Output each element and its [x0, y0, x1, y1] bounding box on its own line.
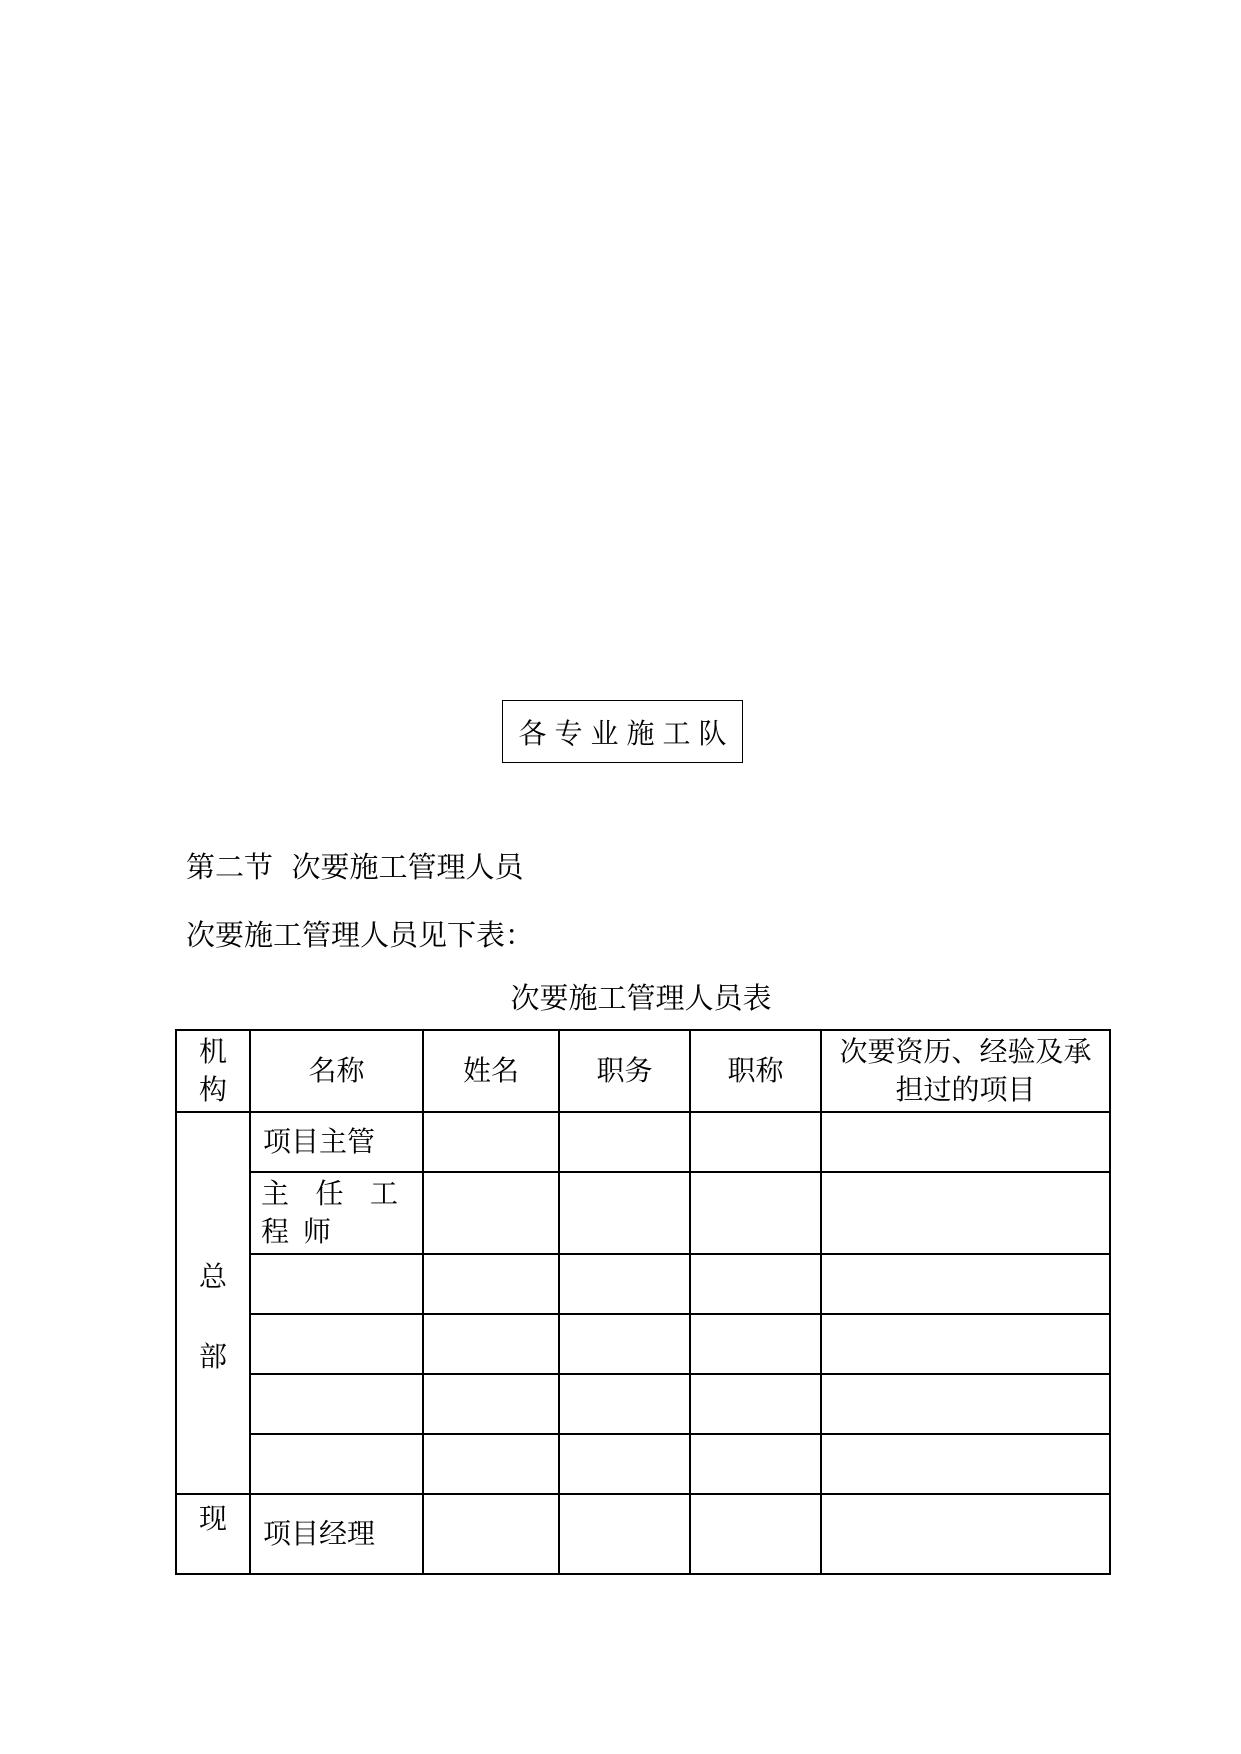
- header-title: 职称: [690, 1030, 821, 1112]
- header-org: 机构: [176, 1030, 250, 1112]
- duty-cell: [559, 1314, 690, 1374]
- duty-cell: [559, 1374, 690, 1434]
- experience-cell: [821, 1434, 1110, 1494]
- name-cell: [250, 1254, 423, 1314]
- person-cell: [423, 1112, 559, 1172]
- header-person: 姓名: [423, 1030, 559, 1112]
- duty-cell: [559, 1112, 690, 1172]
- experience-cell: [821, 1314, 1110, 1374]
- header-duty: 职务: [559, 1030, 690, 1112]
- person-cell: [423, 1374, 559, 1434]
- duty-cell: [559, 1254, 690, 1314]
- title-cell: [690, 1494, 821, 1574]
- table-header-row: [176, 1030, 1110, 1112]
- org-cell-hq: [176, 1112, 250, 1494]
- name-cell: 主任工程师: [250, 1172, 423, 1254]
- duty-cell: [559, 1172, 690, 1254]
- person-cell: [423, 1254, 559, 1314]
- name-cell: [250, 1434, 423, 1494]
- duty-cell: [559, 1494, 690, 1574]
- table-row: [176, 1494, 1110, 1574]
- section-heading: [186, 845, 523, 886]
- org-cell-site: 现: [176, 1494, 250, 1574]
- table-caption: 次要施工管理人员表: [510, 981, 772, 1015]
- header-name: 名称: [250, 1030, 423, 1112]
- intro-text: 次要施工管理人员见下表：: [186, 918, 535, 952]
- table-row: [176, 1254, 1110, 1314]
- experience-cell: [821, 1112, 1110, 1172]
- title-cell: [690, 1434, 821, 1494]
- experience-cell: [821, 1494, 1110, 1574]
- boxed-title: 各专业施工队: [502, 700, 743, 763]
- person-cell: [423, 1314, 559, 1374]
- title-cell: [690, 1314, 821, 1374]
- table-row: [176, 1434, 1110, 1494]
- experience-cell: [821, 1172, 1110, 1254]
- name-cell: [250, 1314, 423, 1374]
- experience-cell: [821, 1254, 1110, 1314]
- section-title: 次要施工管理人员: [291, 850, 524, 884]
- name-cell: 项目经理: [250, 1494, 423, 1574]
- experience-cell: [821, 1374, 1110, 1434]
- table-row: [176, 1314, 1110, 1374]
- person-cell: [423, 1494, 559, 1574]
- title-cell: [690, 1374, 821, 1434]
- table-row: [176, 1374, 1110, 1434]
- staff-table: [175, 1029, 1111, 1575]
- header-experience: 次要资历、经验及承担过的项目: [821, 1030, 1110, 1112]
- duty-cell: [559, 1434, 690, 1494]
- org-hq-label: 总 部: [198, 1260, 227, 1373]
- name-cell: 项目主管: [250, 1112, 423, 1172]
- section-number: 第二节: [186, 850, 274, 884]
- person-cell: [423, 1172, 559, 1254]
- table-row: [176, 1172, 1110, 1254]
- name-cell: [250, 1374, 423, 1434]
- title-cell: [690, 1172, 821, 1254]
- title-cell: [690, 1254, 821, 1314]
- table-row: [176, 1112, 1110, 1172]
- title-cell: [690, 1112, 821, 1172]
- person-cell: [423, 1434, 559, 1494]
